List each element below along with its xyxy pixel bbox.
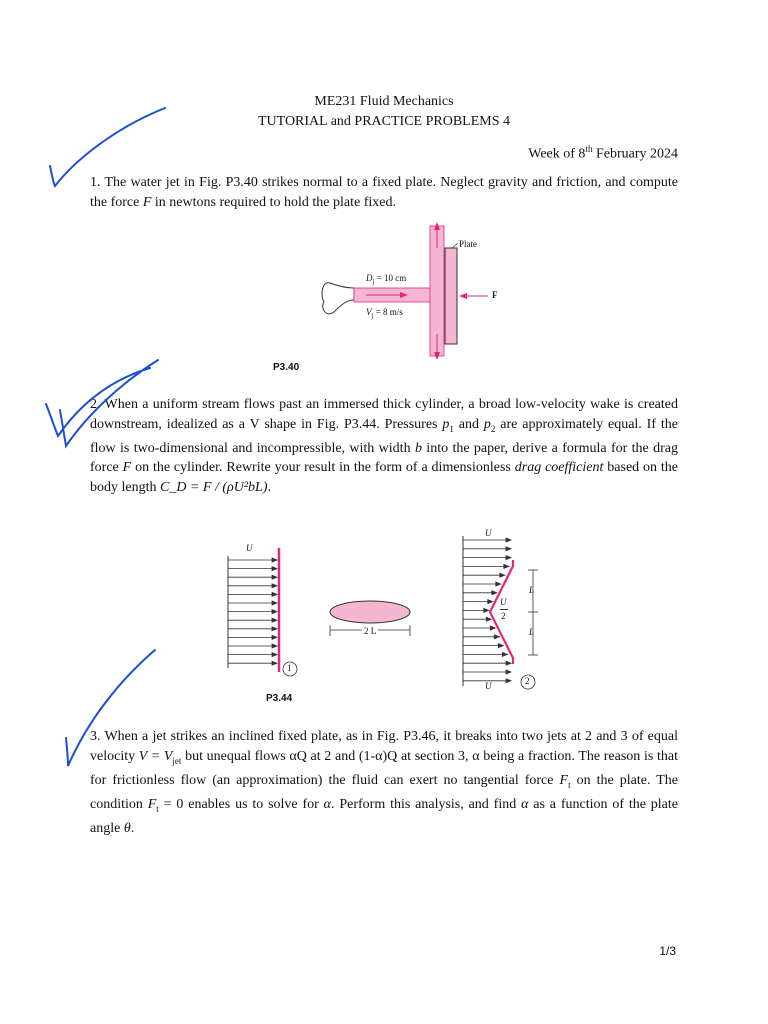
problem-1-text: 1. The water jet in Fig. P3.40 strikes normal to a fixed plate. Neglect gravity and friction, and compute the force F in newtons required to hold the plate fixed. [90, 175, 678, 210]
force-label: F [492, 290, 498, 300]
figure-caption-p3-40: P3.40 [273, 362, 300, 373]
section-1-label: 1 [287, 663, 292, 673]
u-under-label: 2 [501, 611, 506, 621]
l-label-bottom: L [529, 627, 535, 637]
u-over-label: U [500, 597, 507, 607]
problem-3-text: 3. When a jet strikes an inclined fixed plate, as in Fig. P3.46, it breaks into two jets at 2 and 3 of equal velocity $V = V_{jet}$ but unequal flows αQ at 2 and (1-α)Q at section 3, α being a fraction. The reason is that for frictionless flow (an approximation) the fluid can exert no tangential force $F_t$ on the plate. The condition $F_t = 0$ enables us to solve for α. Perform this analysis, and find α as a function of the plate angle θ. [90, 729, 678, 837]
course-title: ME231 Fluid Mechanics [314, 94, 454, 109]
page-number: 1/3 [659, 944, 676, 958]
section-2-label: 2 [525, 676, 530, 686]
jet-velocity-label: $V_j = 8$ m/s [366, 307, 403, 320]
week-line: Week of 8th February 2024 [528, 144, 678, 162]
fig-u-label-left: U [246, 543, 253, 553]
fig-u-label-top: U [485, 528, 492, 538]
figure-caption-p3-44: P3.44 [266, 693, 293, 704]
check-mark-2 [46, 360, 158, 446]
plate-label: Plate [459, 239, 477, 249]
tutorial-title: TUTORIAL and PRACTICE PROBLEMS 4 [257, 114, 510, 129]
problem-2-text: 2. When a uniform stream flows past an immersed thick cylinder, a broad low-velocity wake is created downstream, idealized as a V shape in Fig. P3.44. Pressures $p_1$ and $p_2$ are approximately equal. If the flow is two-dimensional and incompressible, with width b into the paper, derive a formula for the drag force F on the cylinder. Rewrite your result in the form of a dimensionless drag coefficient based on the body length C_D = F / (ρU²bL). [90, 397, 679, 495]
l-label-top: L [529, 585, 535, 595]
jet-diameter-label: $D_j = 10$ cm [366, 273, 407, 286]
check-mark-1 [50, 108, 165, 186]
check-mark-3 [66, 650, 155, 766]
body-length-label: 2 L [364, 626, 377, 636]
fig-u-label-bottom: U [485, 681, 492, 691]
